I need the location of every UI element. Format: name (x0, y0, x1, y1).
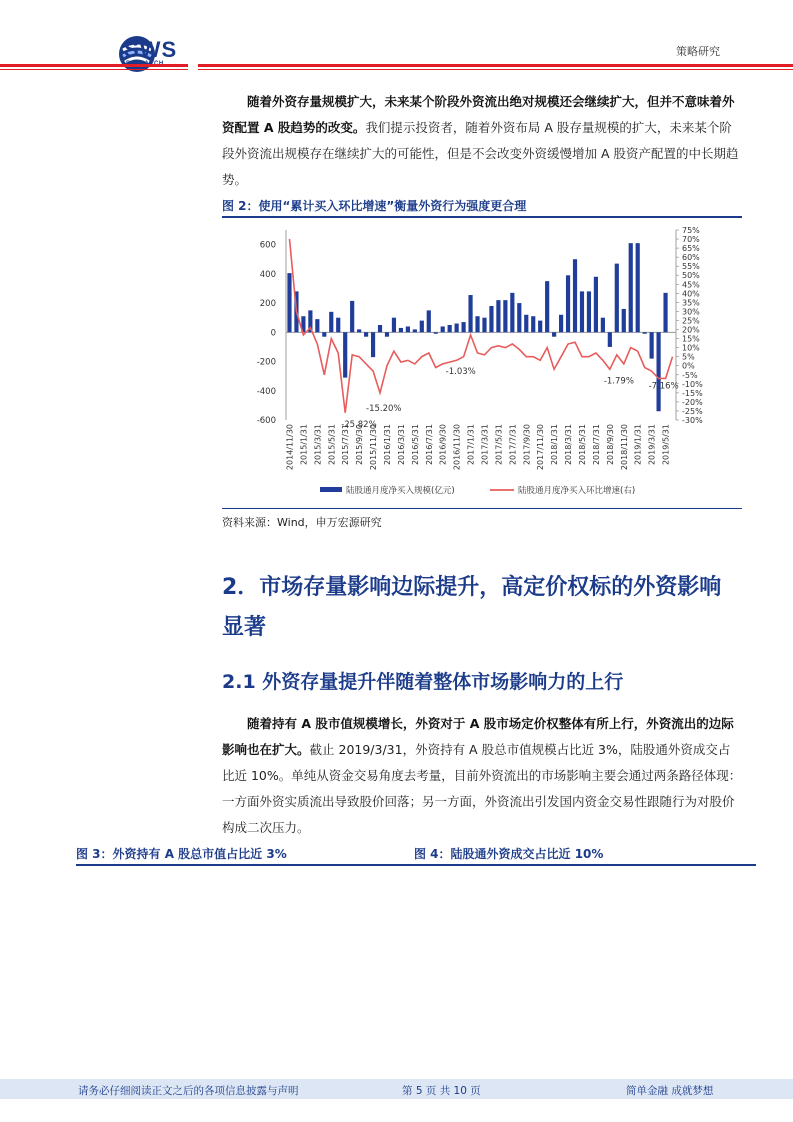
y-right-tick-label: 5% (682, 352, 695, 362)
x-tick-label: 2019/5/31 (661, 424, 671, 466)
legend-bar-swatch (320, 487, 342, 492)
x-tick-label: 2018/5/31 (577, 424, 587, 466)
chart-y-right-ticks (676, 226, 703, 425)
chart-annotation: -25.82% (341, 419, 377, 430)
y-right-tick-label: -30% (682, 416, 703, 425)
y-left-tick-label: 400 (259, 269, 276, 280)
x-tick-label: 2015/5/31 (327, 424, 337, 466)
chart-bar (322, 332, 326, 336)
chart-annotations (341, 367, 678, 430)
chart-bar (663, 293, 667, 332)
footer-page-number: 第 5 页 共 10 页 (402, 1085, 481, 1097)
chart-bar (385, 332, 389, 336)
y-right-tick-label: 60% (682, 253, 700, 263)
legend-line-label: 陆股通月度净买入环比增速(右) (518, 486, 636, 496)
y-right-tick-label: 0% (682, 361, 695, 371)
chart-annotation: -7.16% (648, 381, 679, 392)
x-tick-label: 2017/11/30 (536, 424, 546, 471)
x-tick-label: 2016/11/30 (452, 424, 462, 471)
chart-bar (580, 291, 584, 332)
chart-bar (538, 321, 542, 333)
chart-bar (475, 316, 479, 332)
chart-bar (462, 322, 466, 332)
chart-bar (364, 332, 368, 336)
chart-bar (434, 332, 438, 333)
header-rule-left-thin (0, 69, 188, 70)
x-tick-label: 2015/3/31 (313, 424, 323, 466)
y-left-tick-label: -200 (256, 357, 276, 368)
chart-bar (406, 326, 410, 332)
y-right-tick-label: -5% (682, 370, 698, 380)
chart-bar (517, 303, 521, 332)
figure-3-title: 图 3：外资持有 A 股总市值占比近 3% (76, 847, 287, 861)
chart-bar (357, 329, 361, 332)
footer-disclaimer: 请务必仔细阅读正文之后的各项信息披露与声明 (78, 1085, 299, 1097)
x-tick-label: 2017/1/31 (466, 424, 476, 466)
paragraph-foreign-outflow (222, 89, 742, 193)
x-tick-label: 2015/9/30 (355, 424, 365, 466)
header-rule-right (198, 64, 793, 67)
figure-2-chart (222, 220, 742, 506)
chart-bar (448, 325, 452, 332)
y-right-tick-label: 70% (682, 235, 700, 245)
y-right-tick-label: 10% (682, 343, 700, 353)
chart-annotation: -15.20% (366, 403, 402, 414)
figure-4-title: 图 4：陆股通外资成交占比近 10% (414, 847, 604, 861)
chart-annotation: -1.03% (445, 367, 476, 378)
y-left-tick-label: 200 (259, 299, 276, 310)
logo-text: SWS (124, 37, 178, 62)
x-tick-label: 2016/3/31 (396, 424, 406, 466)
section-2-1-heading: 2.1 外资存量提升伴随着整体市场影响力的上行 (222, 671, 624, 693)
x-tick-label: 2018/1/31 (550, 424, 560, 466)
y-right-tick-label: -10% (682, 379, 703, 389)
chart-bar (615, 264, 619, 333)
x-tick-label: 2015/7/31 (341, 424, 351, 466)
chart-bar (587, 291, 591, 332)
chart-bar (329, 312, 333, 332)
chart-y-left-ticks (257, 241, 276, 426)
paragraph-bold-lead: 随着外资存量规模扩大，未来某个阶段外资流出绝对规模还会继续扩大，但并不意味着外资配置 A 股趋势的改变。 (222, 94, 735, 135)
chart-bar (608, 332, 612, 347)
chart-bar (643, 332, 647, 333)
chart-bar (524, 315, 528, 333)
chart-bar (636, 243, 640, 332)
figure-2-source: 资料来源：Wind，申万宏源研究 (222, 516, 382, 529)
chart-bar (503, 300, 507, 332)
y-right-tick-label: -15% (682, 388, 703, 398)
chart-bar (441, 326, 445, 332)
y-right-tick-label: 35% (682, 298, 700, 308)
y-right-tick-label: 20% (682, 325, 700, 335)
y-left-tick-label: -600 (256, 416, 276, 426)
x-tick-label: 2016/5/31 (410, 424, 420, 466)
chart-bar (287, 273, 291, 332)
y-left-tick-label: -400 (256, 386, 276, 397)
chart-bar (468, 295, 472, 332)
paragraph-bold-lead: 随着持有 A 股市值规模增长，外资对于 A 股市场定价权整体有所上行，外资流出的边际影响也在扩大。 (222, 716, 734, 757)
chart-bar (594, 277, 598, 333)
footer-slogan: 简单金融 成就梦想 (626, 1085, 714, 1097)
x-tick-label: 2016/7/31 (424, 424, 434, 466)
chart-bar (573, 259, 577, 332)
x-tick-label: 2017/5/31 (494, 424, 504, 466)
x-tick-label: 2015/11/30 (369, 424, 379, 471)
chart-bar (559, 315, 563, 333)
paragraph-body: 我们提示投资者，随着外资布局 A 股存量规模的扩大，未来某个阶段外资流出规模存在继续扩大的可能性，但是不会改变外资缓慢增加 A 股资产配置的中长期趋势。 (222, 120, 739, 187)
chart-bar (378, 325, 382, 332)
chart-annotation: -1.79% (603, 376, 634, 387)
y-right-tick-label: 30% (682, 307, 700, 317)
chart-bar (622, 309, 626, 332)
section-2-heading: 2．市场存量影响边际提升，高定价权标的外资影响显著 (222, 575, 722, 640)
y-right-tick-label: -25% (682, 406, 703, 416)
y-right-tick-label: -20% (682, 397, 703, 407)
chart-bar (350, 301, 354, 332)
paragraph-body: 截止 2019/3/31，外资持有 A 股总市值规模占比近 3%，陆股通外资成交占比近 10%。单纯从资金交易角度去考量，目前外资流出的市场影响主要会通过两条路径体现：一方面外资实质流出导致股价回落；另一方面，外资流出引发国内资金交易性跟随行为对股价构成二次压力。 (222, 742, 742, 835)
paragraph-market-influence (222, 711, 742, 841)
chart-bar (601, 318, 605, 333)
x-tick-label: 2017/9/30 (522, 424, 532, 466)
figure-2-title: 图 2：使用“累计买入环比增速”衡量外资行为强度更合理 (222, 199, 527, 213)
chart-legend (320, 485, 635, 496)
chart-bar (489, 306, 493, 332)
y-right-tick-label: 25% (682, 316, 700, 326)
x-tick-label: 2019/1/31 (633, 424, 643, 466)
x-tick-label: 2015/1/31 (299, 424, 309, 466)
chart-bar (336, 318, 340, 333)
y-right-tick-label: 45% (682, 280, 700, 290)
x-tick-label: 2016/1/31 (382, 424, 392, 466)
header-rule-right-thin (198, 69, 793, 70)
x-tick-label: 2014/11/30 (285, 424, 295, 471)
x-tick-label: 2019/3/31 (647, 424, 657, 466)
chart-x-tick-labels (285, 424, 670, 470)
chart-bar (545, 281, 549, 332)
chart-bar (496, 300, 500, 332)
chart-bar (531, 316, 535, 332)
y-right-tick-label: 75% (682, 226, 700, 235)
chart-bar (566, 275, 570, 332)
chart-bar (343, 332, 347, 377)
y-right-tick-label: 15% (682, 334, 700, 344)
x-tick-label: 2017/7/31 (508, 424, 518, 466)
chart-bar (371, 332, 375, 357)
x-tick-label: 2018/9/30 (605, 424, 615, 466)
chart-bar (427, 310, 431, 332)
chart-bar (650, 332, 654, 358)
chart-bar (629, 243, 633, 332)
chart-bar (455, 324, 459, 333)
x-tick-label: 2018/7/31 (591, 424, 601, 466)
chart-bar (413, 329, 417, 332)
x-tick-label: 2016/9/30 (438, 424, 448, 466)
figure-2-top-rule (222, 216, 742, 218)
report-type-label: 策略研究 (676, 45, 720, 58)
y-right-tick-label: 50% (682, 271, 700, 281)
x-tick-label: 2017/3/31 (480, 424, 490, 466)
chart-bar (552, 332, 556, 336)
y-right-tick-label: 40% (682, 289, 700, 299)
chart-bar (392, 318, 396, 333)
chart-bar (510, 293, 514, 332)
figure-3-4-rule (76, 864, 756, 866)
y-right-tick-label: 55% (682, 262, 700, 272)
x-tick-label: 2018/11/30 (619, 424, 629, 471)
header-rule-left (0, 64, 188, 67)
chart-bar (315, 319, 319, 332)
x-tick-label: 2018/3/31 (564, 424, 574, 466)
chart-bar (399, 328, 403, 332)
chart-bar (420, 321, 424, 333)
y-left-tick-label: 0 (270, 328, 276, 339)
y-right-tick-label: 65% (682, 244, 700, 254)
figure-2-bottom-rule (222, 508, 742, 509)
y-left-tick-label: 600 (259, 240, 276, 251)
chart-bar (657, 332, 661, 411)
legend-bar-label: 陆股通月度净买入规模(亿元) (346, 486, 455, 496)
chart-bar (482, 318, 486, 333)
